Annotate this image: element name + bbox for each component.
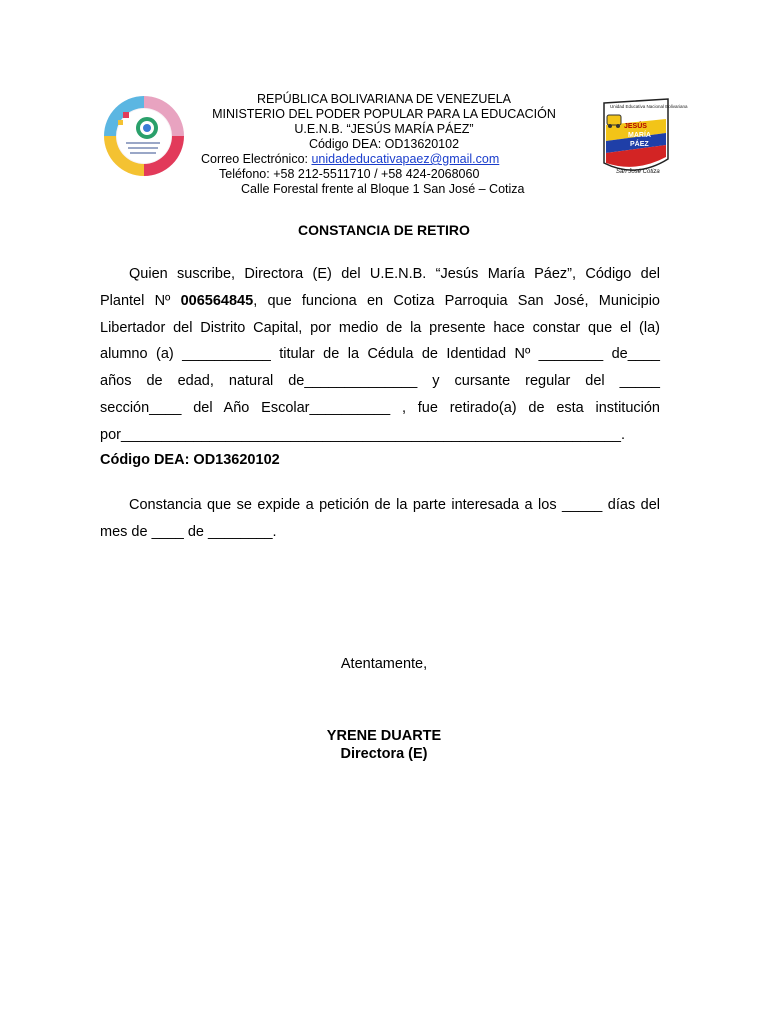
signer-name: YRENE DUARTE (326, 728, 442, 744)
document-title: CONSTANCIA DE RETIRO (298, 222, 470, 238)
header-republic: REPÚBLICA BOLIVARIANA DE VENEZUELA (256, 92, 512, 106)
body-line-6: sección____ del Año Escolar__________ , fue retirado(a) de esta institución (100, 399, 660, 416)
body-line-7: por______________________________________________________________. (100, 426, 625, 443)
plantel-rest: , que funciona en Cotiza Parroquia San José, Municipio (253, 292, 661, 309)
emblem-name-line1: JESÚS (624, 123, 647, 130)
header-dea-code: Código DEA: OD13620102 (308, 137, 460, 151)
body-line-2 (100, 288, 660, 315)
emblem-bottom-text: San José Cotiza (616, 169, 660, 175)
email-label: Correo Electrónico: (201, 152, 312, 166)
header-ministry: MINISTERIO DEL PODER POPULAR PARA LA EDUCACIÓN (212, 107, 556, 121)
emblem-name-line2: MARÍA (628, 132, 651, 139)
body-line-1: Quien suscribe, Directora (E) del U.E.N.B. “Jesús María Páez”, Código del (129, 266, 660, 282)
body-line-3: Libertador del Distrito Capital, por medio de la presente hace constar que el (la) (100, 319, 660, 336)
plantel-label: Plantel Nº (100, 292, 181, 309)
header-phone: Teléfono: +58 212-5511710 / +58 424-2068060 (219, 167, 480, 181)
emblem-top-text: Unidad Educativa Nacional Bolivariana (610, 104, 688, 109)
body-line-4: alumno (a) ___________ titular de la Cédula de Identidad Nº ________ de____ (100, 346, 660, 363)
dea-code-line: Código DEA: OD13620102 (100, 452, 280, 468)
salutation: Atentamente, (340, 656, 428, 672)
header-email-line (201, 152, 499, 167)
header-school: U.E.N.B. “JESÚS MARÍA PÁEZ” (294, 122, 474, 136)
signer-role: Directora (E) (340, 746, 428, 762)
emblem-name-line3: PÁEZ (630, 141, 649, 148)
email-link[interactable]: unidadeducativapaez@gmail.com (311, 152, 500, 166)
plantel-code: 006564845 (180, 292, 254, 309)
body-line-5: años de edad, natural de______________ y cursante regular del _____ (100, 373, 660, 390)
header-address: Calle Forestal frente al Bloque 1 San José – Cotiza (241, 182, 525, 196)
closing-line-2: mes de ____ de ________. (100, 523, 277, 540)
body-paragraph (100, 261, 660, 449)
closing-paragraph (100, 492, 660, 546)
closing-line-1: Constancia que se expide a petición de la parte interesada a los _____ días del (129, 497, 660, 513)
